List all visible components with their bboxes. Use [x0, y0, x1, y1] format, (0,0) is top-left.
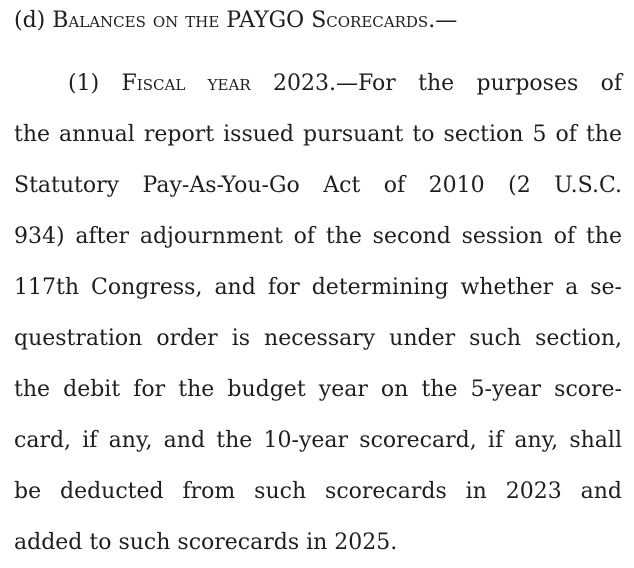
paragraph-line: be deducted from such scorecards in 2023 and [14, 479, 622, 504]
paragraph-line: 117th Congress, and for determining whether a se- [14, 275, 622, 300]
paragraph-line-text: For the purposes of [357, 71, 623, 96]
paragraph-line: 934) after adjournment of the second session of the [14, 224, 622, 249]
paragraph-fiscal-year-2023 [14, 58, 622, 568]
paragraph-number: (1) [68, 71, 100, 96]
section-heading [14, 6, 624, 36]
paragraph-line: card, if any, and the 10-year scorecard, if any, shall [14, 428, 622, 453]
paragraph-line: the debit for the budget year on the 5-year score- [14, 377, 622, 402]
paragraph-line: the annual report issued pursuant to section 5 of the [14, 122, 622, 147]
paragraph-line: questration order is necessary under such section, [14, 326, 622, 351]
section-label: (d) [14, 8, 46, 33]
paragraph-line: added to such scorecards in 2025. [14, 530, 398, 555]
paragraph-line: Statutory Pay-As-You-Go Act of 2010 (2 U.S.C. [14, 173, 622, 198]
paragraph-title: Fiscal year 2023 [121, 71, 329, 96]
paragraph-line [14, 58, 622, 109]
section-title: Balances on the PAYGO Scorecards [52, 8, 429, 33]
paragraph-dash: .— [328, 71, 358, 96]
section-dash: .— [428, 8, 458, 33]
